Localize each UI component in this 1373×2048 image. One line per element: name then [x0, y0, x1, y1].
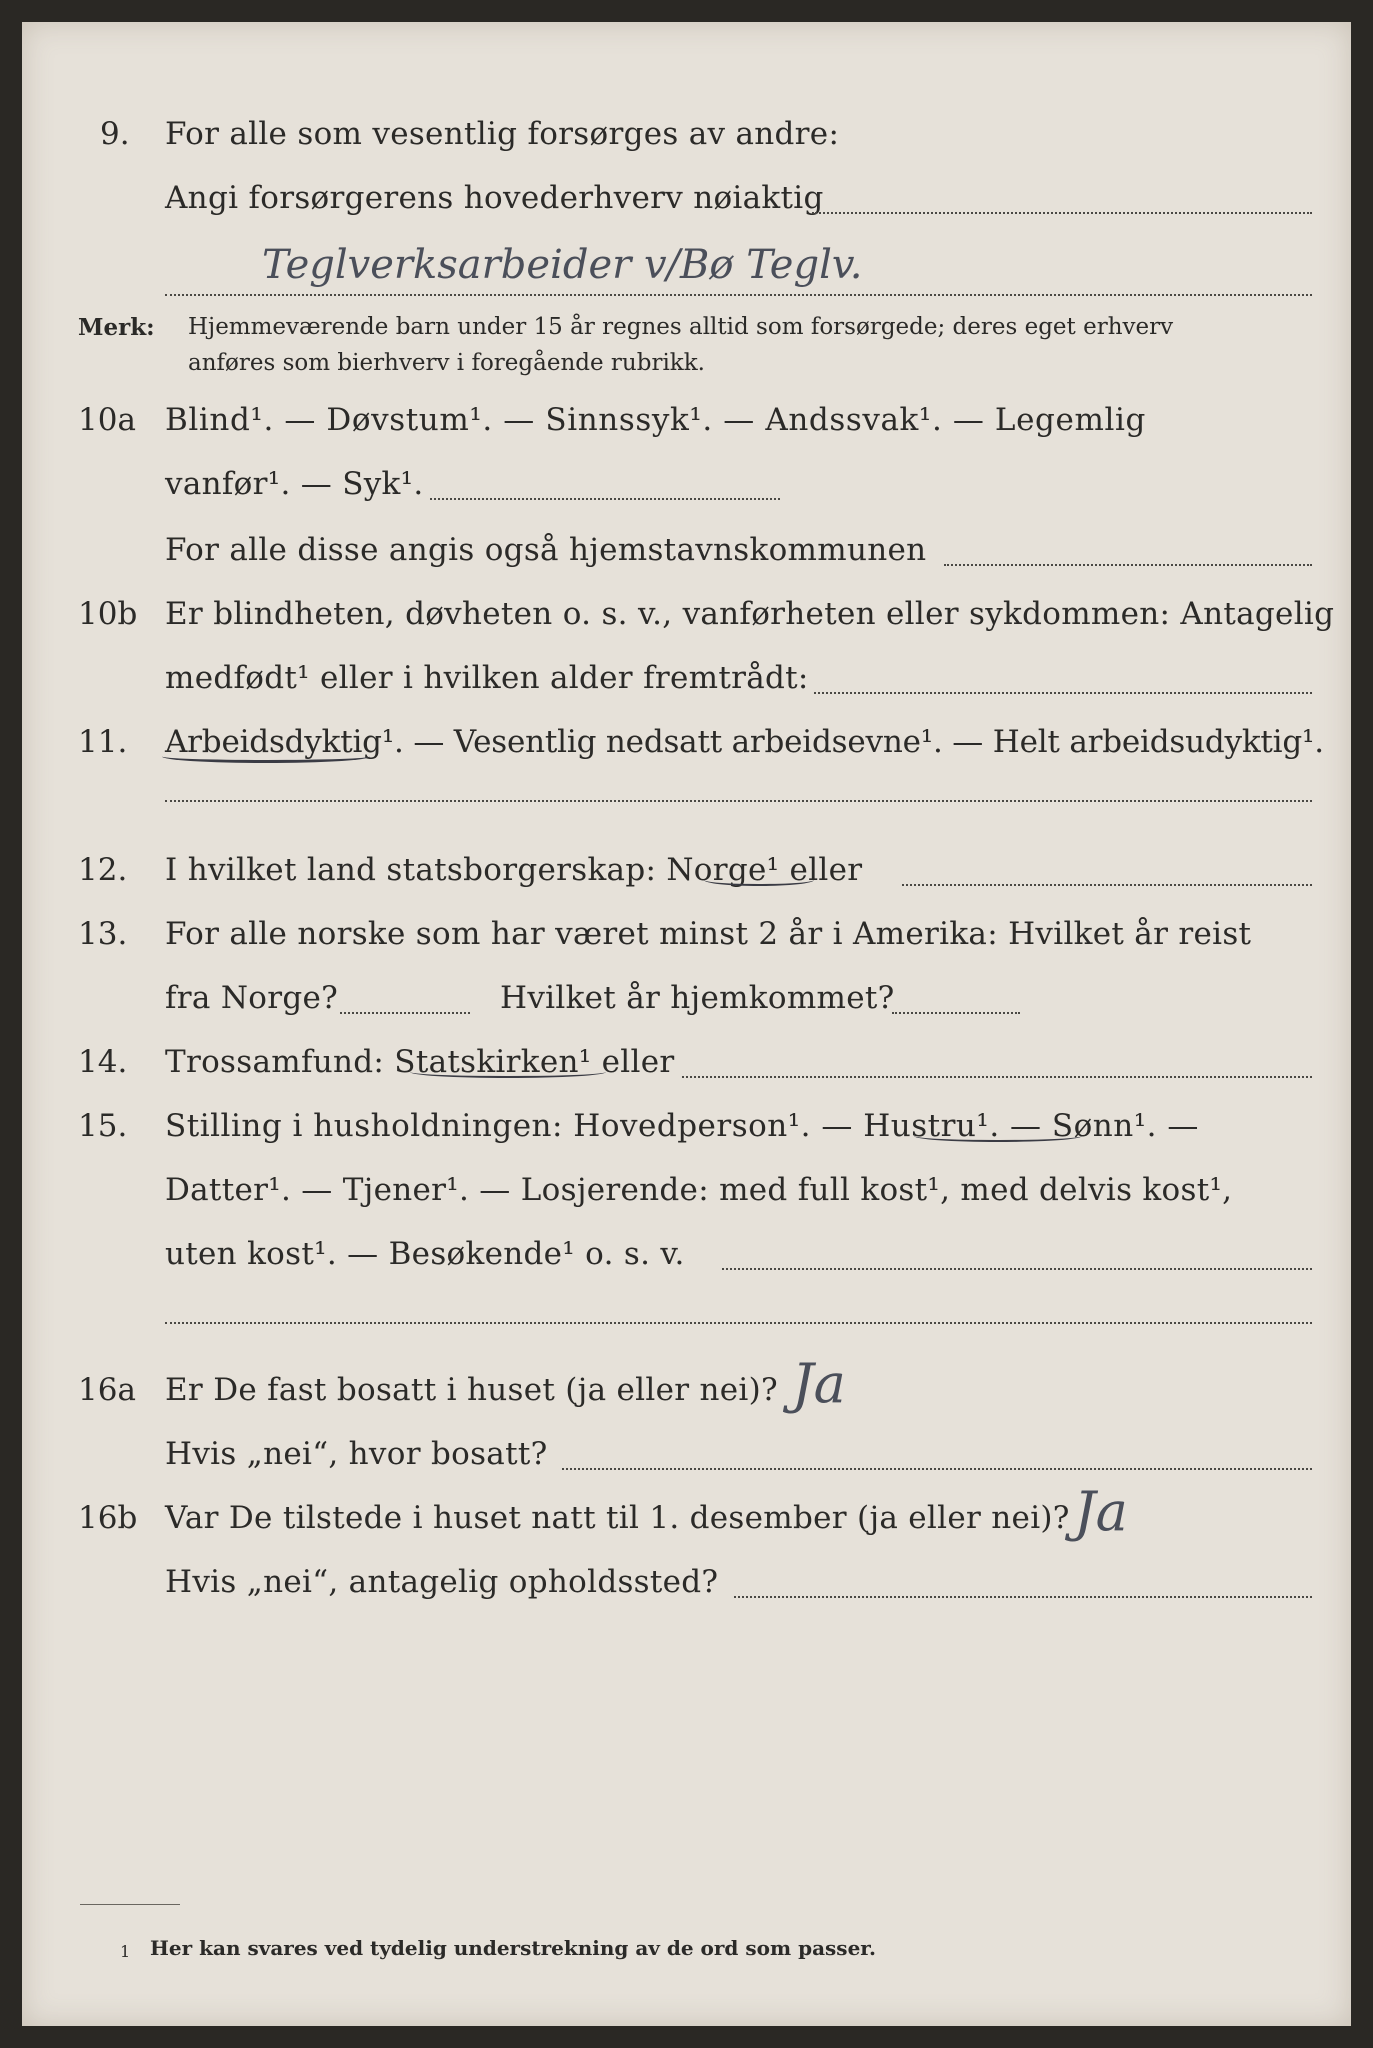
q13-line1: For alle norske som har været minst 2 år i Amerika: Hvilket år reist: [165, 916, 1252, 952]
merk-label: Merk:: [78, 314, 155, 341]
q16a-line1: Er De fast bosatt i huset (ja eller nei)?: [165, 1372, 778, 1408]
q15-underline-hustru: [914, 1130, 1082, 1142]
q9-number: 9.: [100, 116, 130, 152]
q10b-answer-line: [814, 692, 1312, 694]
q16b-line1: Var De tilstede i huset natt til 1. desember (ja eller nei)?: [165, 1500, 1070, 1536]
footnote-rule: [80, 1904, 180, 1905]
q9-answer-line-2: [165, 294, 1312, 296]
q14-line1: Trossamfund: Statskirken¹ eller: [165, 1044, 675, 1080]
q15-line3: uten kost¹. — Besøkende¹ o. s. v.: [165, 1236, 685, 1272]
q15-line1: Stilling i husholdningen: Hovedperson¹. — Hustru¹. — Sønn¹. —: [165, 1108, 1199, 1144]
footnote-text: Her kan svares ved tydelig understrekning av de ord som passer.: [150, 1936, 876, 1960]
q10a-line3: For alle disse angis også hjemstavnskommunen: [165, 532, 927, 568]
q14-underline-statskirken: [410, 1066, 606, 1078]
q14-number: 14.: [78, 1044, 128, 1080]
q15-answer-line: [722, 1268, 1312, 1270]
q12-number: 12.: [78, 852, 128, 888]
q15-answer-line-2: [165, 1322, 1312, 1324]
q13-number: 13.: [78, 916, 128, 952]
q10a-syk-line: [430, 498, 780, 500]
q16b-answer-line: [734, 1596, 1312, 1598]
census-form-page: [22, 22, 1351, 2026]
q12-line1: I hvilket land statsborgerskap: Norge¹ eller: [165, 852, 863, 888]
q10a-number: 10a: [78, 402, 136, 438]
q16b-number: 16b: [78, 1500, 138, 1536]
q10a-line1: Blind¹. — Døvstum¹. — Sinnssyk¹. — Andssvak¹. — Legemlig: [165, 402, 1146, 438]
q14-answer-line: [682, 1076, 1312, 1078]
q13-line2b: Hvilket år hjemkommet?: [500, 980, 895, 1016]
q16a-answer-line: [562, 1468, 1312, 1470]
q10a-line2: vanfør¹. — Syk¹.: [165, 466, 424, 502]
q9-handwritten-answer: Teglverksarbeider v/Bø Teglv.: [262, 242, 863, 288]
q13-line2a: fra Norge?: [165, 980, 339, 1016]
q11-number: 11.: [78, 724, 128, 760]
merk-line2: anføres som bierhverv i foregående rubrikk.: [188, 350, 705, 376]
q10b-number: 10b: [78, 596, 138, 632]
q10a-hjemstavn-line: [944, 564, 1312, 566]
q11-answer-line: [165, 800, 1312, 802]
q9-answer-line: [812, 212, 1312, 214]
q15-number: 15.: [78, 1108, 128, 1144]
q12-underline-norge: [704, 874, 814, 886]
q16a-handwritten-answer: Ja: [792, 1352, 846, 1415]
q13-year-left-line: [340, 1012, 470, 1014]
q9-line1: For alle som vesentlig forsørges av andre:: [165, 116, 840, 152]
q16a-number: 16a: [78, 1372, 136, 1408]
q10b-line2: medfødt¹ eller i hvilken alder fremtrådt:: [165, 660, 809, 696]
q13-year-home-line: [892, 1012, 1020, 1014]
q16b-handwritten-answer: Ja: [1074, 1480, 1128, 1543]
q11-underline-arbeidsdyktig: [162, 750, 370, 763]
q9-line2: Angi forsørgerens hovederhverv nøiaktig: [165, 180, 824, 216]
footnote-mark: 1: [120, 1942, 131, 1961]
q11-line1: Arbeidsdyktig¹. — Vesentlig nedsatt arbeidsevne¹. — Helt arbeidsudyktig¹.: [165, 724, 1324, 760]
q16a-line2: Hvis „nei“, hvor bosatt?: [165, 1436, 548, 1472]
q15-line2: Datter¹. — Tjener¹. — Losjerende: med full kost¹, med delvis kost¹,: [165, 1172, 1233, 1208]
q10b-line1: Er blindheten, døvheten o. s. v., vanførheten eller sykdommen: Antagelig: [165, 596, 1335, 632]
merk-line1: Hjemmeværende barn under 15 år regnes alltid som forsørgede; deres eget erhverv: [188, 314, 1174, 340]
q16b-line2: Hvis „nei“, antagelig opholdssted?: [165, 1564, 719, 1600]
q12-answer-line: [902, 884, 1312, 886]
